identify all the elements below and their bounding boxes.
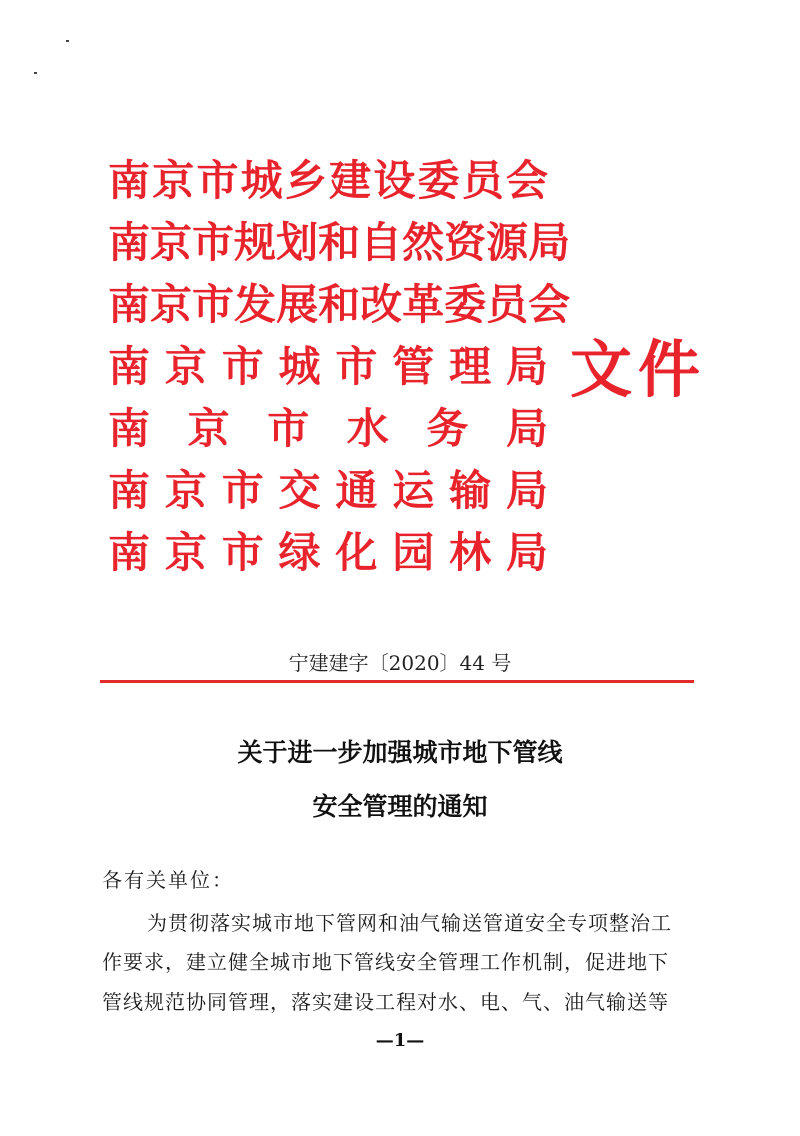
title-line-2: 安全管理的通知 — [312, 792, 488, 821]
issuer-line-6 — [108, 460, 548, 522]
issuer-char: 划 — [276, 218, 319, 267]
issuer-char: 局 — [505, 528, 548, 577]
issuer-line-2 — [108, 212, 571, 274]
issuing-authorities — [108, 150, 571, 584]
issuer-char: 展 — [276, 280, 319, 329]
issuer-char: 会 — [505, 156, 548, 205]
issuer-char: 市 — [196, 156, 239, 205]
issuer-char: 京 — [164, 466, 207, 515]
red-divider-line — [100, 680, 694, 683]
title-line-1: 关于进一步加强城市地下管线 — [237, 738, 563, 767]
issuer-char: 市 — [192, 218, 235, 267]
issuer-char: 城 — [240, 156, 283, 205]
issuer-char: 自 — [360, 218, 403, 267]
issuer-char: 和 — [318, 218, 361, 267]
issuer-char: 会 — [528, 280, 571, 329]
document-type-label: 文件 — [570, 333, 707, 406]
issuer-char: 绿 — [278, 528, 321, 577]
issuer-char: 理 — [449, 342, 492, 391]
issuer-char: 设 — [373, 156, 416, 205]
issuer-line-4 — [108, 336, 548, 398]
issuer-char: 南 — [108, 528, 151, 577]
issuer-char: 京 — [187, 404, 230, 453]
body-paragraph-line: 为贯彻落实城市地下管网和油气输送管道安全专项整治工 — [147, 911, 672, 935]
issuer-line-7 — [108, 522, 548, 584]
issuer-char: 市 — [221, 466, 264, 515]
body-paragraph-line: 作要求，建立健全城市地下管线安全管理工作机制，促进地下 — [102, 950, 669, 974]
issuer-char: 源 — [486, 218, 529, 267]
issuer-char: 京 — [150, 280, 193, 329]
issuer-char: 南 — [108, 342, 151, 391]
issuer-char: 京 — [164, 528, 207, 577]
issuer-char: 发 — [234, 280, 277, 329]
issuer-char: 局 — [505, 404, 548, 453]
issuer-char: 管 — [392, 342, 435, 391]
issuer-char: 化 — [335, 528, 378, 577]
issuer-line-5 — [108, 398, 548, 460]
issuer-char: 林 — [449, 528, 492, 577]
issuer-char: 水 — [346, 404, 389, 453]
scan-speck — [66, 40, 69, 42]
issuer-line-1 — [108, 150, 548, 212]
issuer-char: 建 — [329, 156, 372, 205]
issuer-char: 市 — [192, 280, 235, 329]
issuer-char: 市 — [221, 528, 264, 577]
issuer-char: 园 — [392, 528, 435, 577]
issuer-char: 市 — [335, 342, 378, 391]
issuer-char: 革 — [402, 280, 445, 329]
issuer-char: 资 — [444, 218, 487, 267]
scan-speck — [34, 72, 37, 74]
issuer-char: 南 — [108, 404, 151, 453]
issuer-char: 然 — [402, 218, 445, 267]
page-number: —1— — [375, 1030, 425, 1051]
body-paragraph-line: 管线规范协同管理，落实建设工程对水、电、气、油气输送等 — [102, 990, 669, 1014]
issuer-char: 输 — [449, 466, 492, 515]
issuer-char: 乡 — [284, 156, 327, 205]
issuer-char: 委 — [444, 280, 487, 329]
issuer-char: 城 — [278, 342, 321, 391]
issuer-char: 局 — [528, 218, 571, 267]
issuer-char: 规 — [234, 218, 277, 267]
issuer-char: 南 — [108, 466, 151, 515]
issuer-char: 通 — [335, 466, 378, 515]
issuer-char: 南 — [108, 218, 151, 267]
issuer-char: 南 — [108, 280, 151, 329]
issuer-char: 交 — [278, 466, 321, 515]
issuer-char: 局 — [505, 342, 548, 391]
issuer-char: 改 — [360, 280, 403, 329]
issuer-char: 市 — [221, 342, 264, 391]
issuer-char: 市 — [267, 404, 310, 453]
document-number: 宁建建字〔2020〕44 号 — [288, 651, 512, 675]
issuer-char: 局 — [505, 466, 548, 515]
issuer-char: 运 — [392, 466, 435, 515]
issuer-char: 南 — [108, 156, 151, 205]
salutation: 各有关单位： — [102, 868, 234, 892]
issuer-char: 京 — [152, 156, 195, 205]
issuer-char: 员 — [461, 156, 504, 205]
issuer-char: 京 — [150, 218, 193, 267]
issuer-char: 和 — [318, 280, 361, 329]
issuer-char: 务 — [426, 404, 469, 453]
issuer-char: 委 — [417, 156, 460, 205]
issuer-char: 员 — [486, 280, 529, 329]
issuer-line-3 — [108, 274, 571, 336]
issuer-char: 京 — [164, 342, 207, 391]
